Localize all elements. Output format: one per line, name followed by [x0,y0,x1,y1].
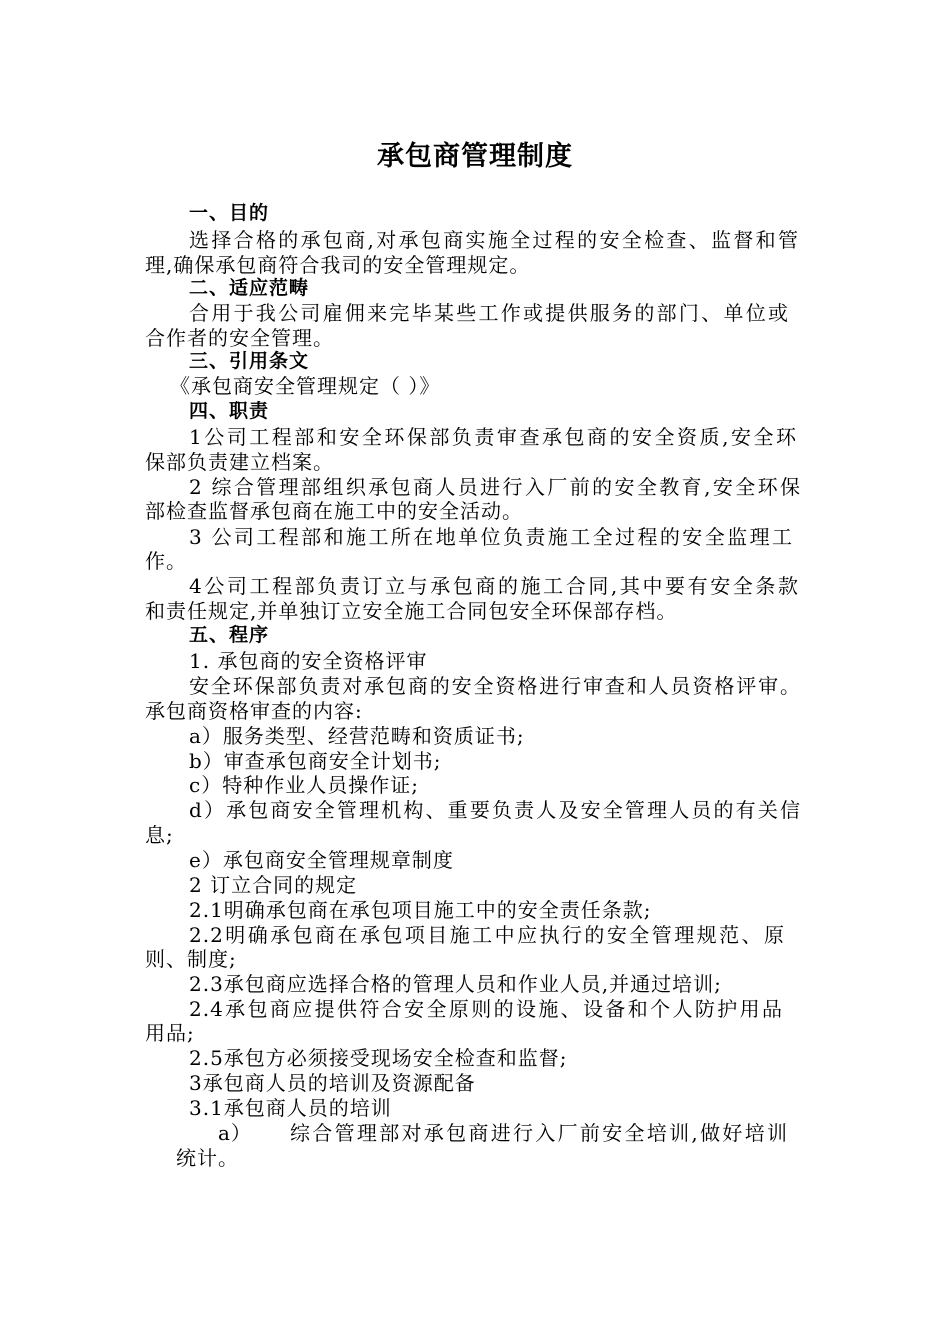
section-heading-responsibilities: 四、职责 [189,400,270,422]
list-item: 2.4承包商应提供符合安全原则的设施、设备和个人防护用品 [189,997,783,1021]
reference-line: 《承包商安全管理规定（ ）》 [170,374,441,398]
list-item-cont: 则、制度; [145,947,237,971]
list-item: c）特种作业人员操作证; [189,773,419,797]
section-heading-references: 三、引用条文 [189,350,310,372]
list-item: e）承包商安全管理规章制度 [189,848,454,872]
section-heading-procedure: 五、程序 [189,624,270,646]
list-item: 2.5承包方必须接受现场安全检查和监督; [189,1046,568,1070]
subsection-title: 2 订立合同的规定 [189,873,358,897]
list-item: 3 公司工程部和施工所在地单位负责施工全过程的安全监理工 [189,525,793,549]
list-item-cont: 统计。 [176,1146,239,1170]
paragraph-line: 选择合格的承包商,对承包商实施全过程的安全检查、监督和管 [189,228,799,252]
subsection-title: 3承包商人员的培训及资源配备 [189,1071,476,1095]
section-heading-purpose: 一、目的 [189,202,270,224]
list-item: 4公司工程部负责订立与承包商的施工合同,其中要有安全条款 [189,574,799,598]
subsection-title: 1. 承包商的安全资格评审 [189,649,428,673]
paragraph-line: 合用于我公司雇佣来完毕某些工作或提供服务的部门、单位或 [189,301,789,325]
list-marker: a） [218,1121,252,1145]
list-item-cont: 作。 [145,549,187,573]
paragraph-line: 理,确保承包商符合我司的安全管理规定。 [145,253,531,277]
list-item: b）审查承包商安全计划书; [189,749,442,773]
list-item: 综合管理部对承包商进行入厂前安全培训,做好培训 [290,1121,788,1145]
list-item: a）服务类型、经营范畴和资质证书; [189,724,525,748]
list-item: 2 综合管理部组织承包商人员进行入厂前的安全教育,安全环保 [189,475,801,499]
section-heading-scope: 二、适应范畴 [189,277,310,299]
subsubsection-title: 3.1承包商人员的培训 [189,1096,392,1120]
list-item: 2.3承包商应选择合格的管理人员和作业人员,并通过培训; [189,972,722,996]
list-item: 1公司工程部和安全环保部负责审查承包商的安全资质,安全环 [189,425,797,449]
list-item-cont: 部检查监督承包商在施工中的安全活动。 [145,499,523,523]
list-item-cont: 用品; [145,1021,195,1045]
document-title: 承包商管理制度 [377,141,573,172]
list-item: d）承包商安全管理机构、重要负责人及安全管理人员的有关信 [189,798,801,822]
list-item-cont: 息; [145,823,174,847]
list-item: 2.1明确承包商在承包项目施工中的安全责任条款; [189,898,652,922]
list-item-cont: 保部负责建立档案。 [145,450,334,474]
list-item: 2.2明确承包商在承包项目施工中应执行的安全管理规范、原 [189,923,785,947]
list-item-cont: 和责任规定,并单独订立安全施工合同包安全环保部存档。 [145,599,678,623]
paragraph-line: 合作者的安全管理。 [145,326,334,350]
paragraph-line: 安全环保部负责对承包商的安全资格进行审查和人员资格评审。 [189,674,801,698]
paragraph-line: 承包商资格审查的内容: [145,699,363,723]
